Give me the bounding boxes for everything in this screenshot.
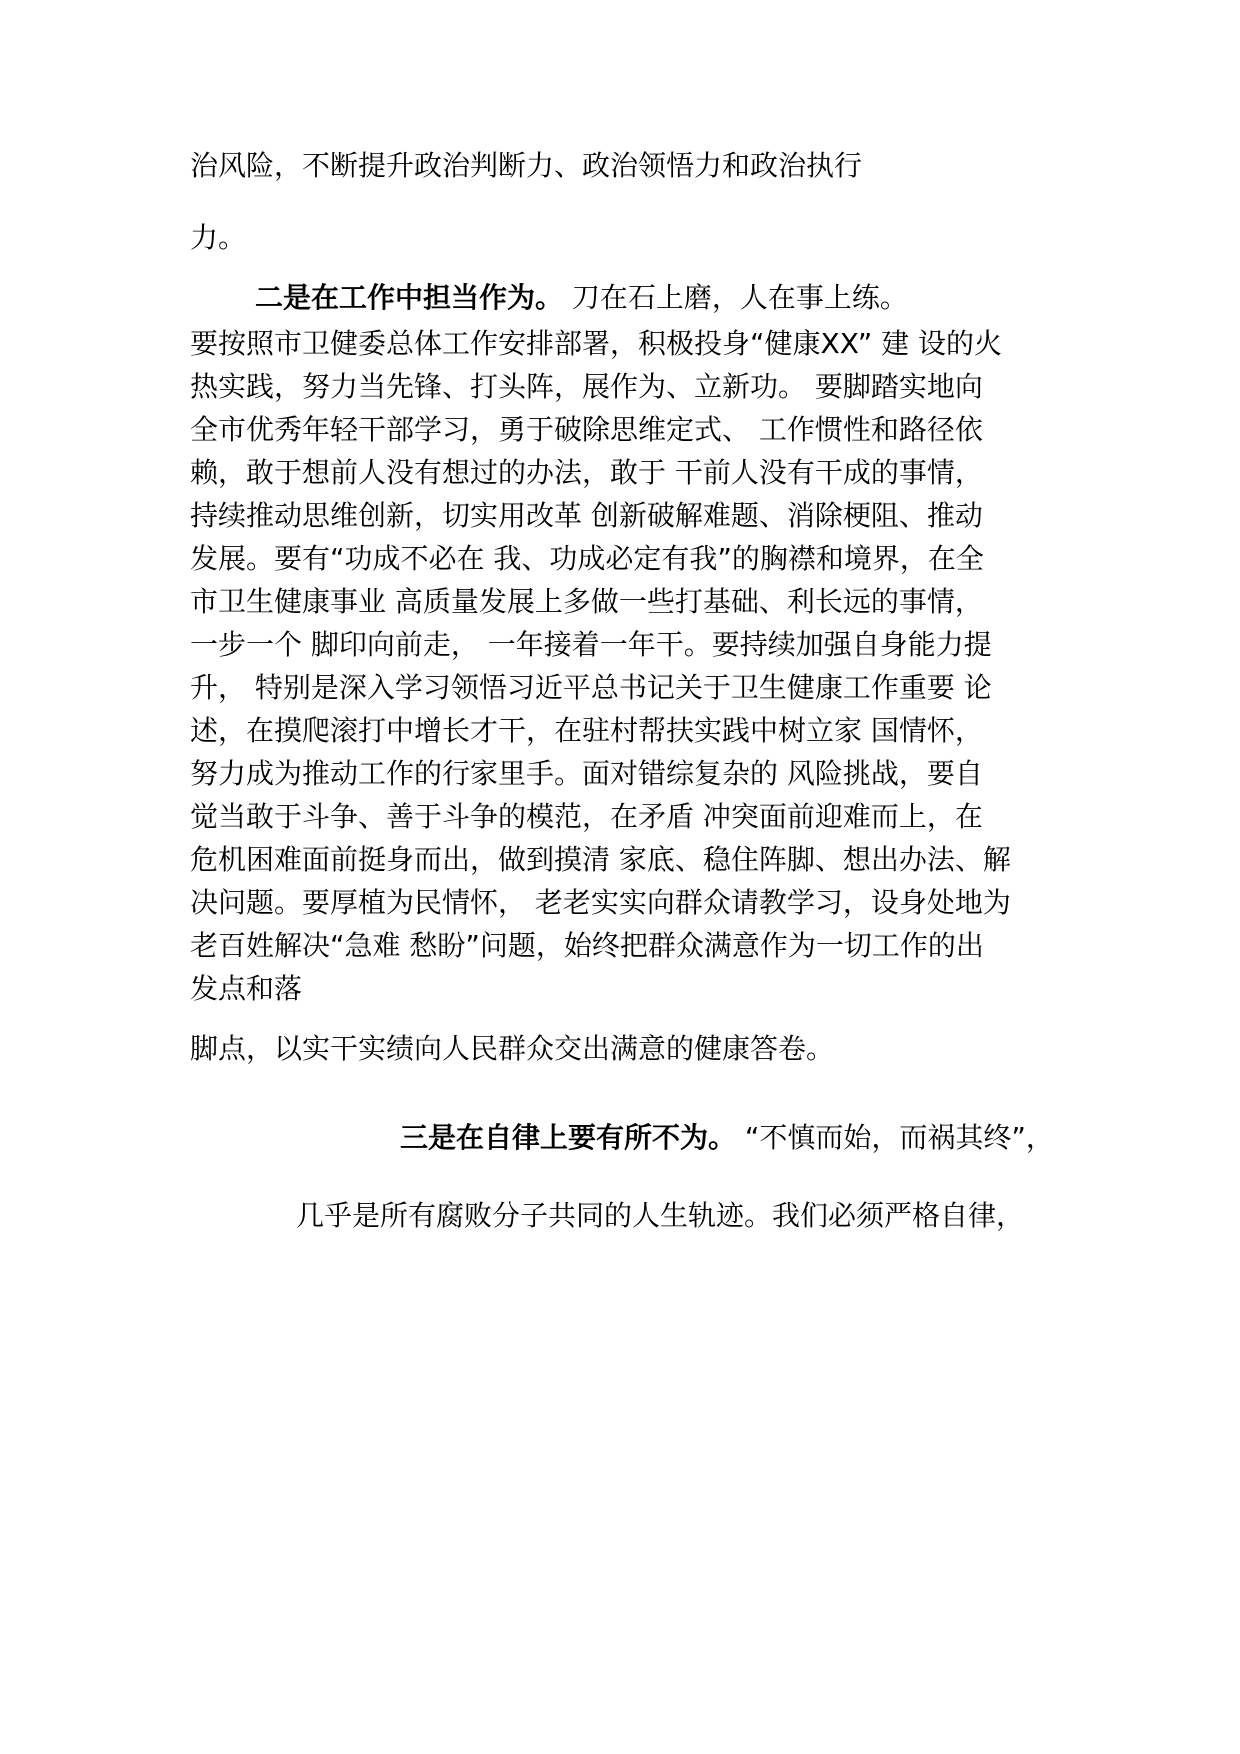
line-text: 决问题。要厚植为民情怀， 老老实实向群众请教学习，设身处地为 xyxy=(190,886,1011,919)
text-line xyxy=(190,625,992,665)
line-text: 几乎是所有腐败分子共同的人生轨迹。我们必须严格自律， xyxy=(296,1199,1025,1232)
line-text: 努力成为推动工作的行家里手。面对错综复杂的 风险挑战，要自 xyxy=(190,757,983,790)
line-text: 持续推动思维创新，切实用改革 创新破解难题、消除梗阻、推动 xyxy=(190,499,983,532)
line-text: 治风险，不断提升政治判断力、政治领悟力和政治执行 xyxy=(190,149,863,182)
line-text: 一步一个 脚印向前走， 一年接着一年干。要持续加强自身能力提 xyxy=(190,628,992,661)
text-line xyxy=(190,883,1011,923)
text-line xyxy=(190,218,246,258)
line-text: 刀在石上磨，人在事上练。 xyxy=(563,281,908,314)
line-text: 危机困难面前挺身而出，做到摸清 家底、稳住阵脚、想出办法、解 xyxy=(190,843,1011,876)
line-text: 脚点，以实干实绩向人民群众交出满意的健康答卷。 xyxy=(190,1032,835,1065)
paragraph-heading-line xyxy=(400,1118,1054,1158)
text-line xyxy=(190,582,983,622)
line-text: 发点和落 xyxy=(190,972,303,1005)
line-text: 全市优秀年轻干部学习，勇于破除思维定式、 工作惯性和路径依 xyxy=(190,413,983,446)
line-text: 觉当敢于斗争、善于斗争的模范，在矛盾 冲突面前迎难而上，在 xyxy=(190,800,983,833)
line-text: 述，在摸爬滚打中增长才干，在驻村帮扶实践中树立家 国情怀， xyxy=(190,714,983,747)
line-text: “不慎而始，而祸其终”， xyxy=(736,1121,1054,1154)
text-line xyxy=(190,840,1011,880)
text-line xyxy=(190,367,983,407)
text-line xyxy=(296,1196,1024,1236)
paragraph-heading: 三是在自律上要有所不为。 xyxy=(400,1121,737,1154)
text-line xyxy=(190,324,1002,364)
paragraph-heading-line xyxy=(255,278,908,318)
text-line xyxy=(190,969,302,1009)
line-text: 升， 特别是深入学习领悟习近平总书记关于卫生健康工作重要 论 xyxy=(190,671,992,704)
text-line xyxy=(190,146,862,186)
line-text: 发展。要有“功成不必在 我、功成必定有我”的胸襟和境界，在全 xyxy=(190,542,984,575)
text-line xyxy=(190,453,983,493)
text-line xyxy=(190,711,983,751)
line-text: 热实践，努力当先锋、打头阵，展作为、立新功。 要脚踏实地向 xyxy=(190,370,983,403)
line-text: 力。 xyxy=(190,221,247,254)
line-text: 老百姓解决“急难 愁盼”问题，始终把群众满意作为一切工作的出 xyxy=(190,929,984,962)
line-text: 要按照市卫健委总体工作安排部署，积极投身“健康XX” 建 设的火 xyxy=(190,327,1003,360)
line-text: 赖，敢于想前人没有想过的办法，敢于 干前人没有干成的事情， xyxy=(190,456,983,489)
text-line xyxy=(190,410,983,450)
text-line xyxy=(190,797,983,837)
text-line xyxy=(190,496,983,536)
text-line xyxy=(190,1029,834,1069)
text-line xyxy=(190,668,992,708)
line-text: 市卫生健康事业 高质量发展上多做一些打基础、利长远的事情， xyxy=(190,585,983,618)
paragraph-heading: 二是在工作中担当作为。 xyxy=(255,281,564,314)
text-line xyxy=(190,539,984,579)
text-line xyxy=(190,926,984,966)
text-line xyxy=(190,754,983,794)
